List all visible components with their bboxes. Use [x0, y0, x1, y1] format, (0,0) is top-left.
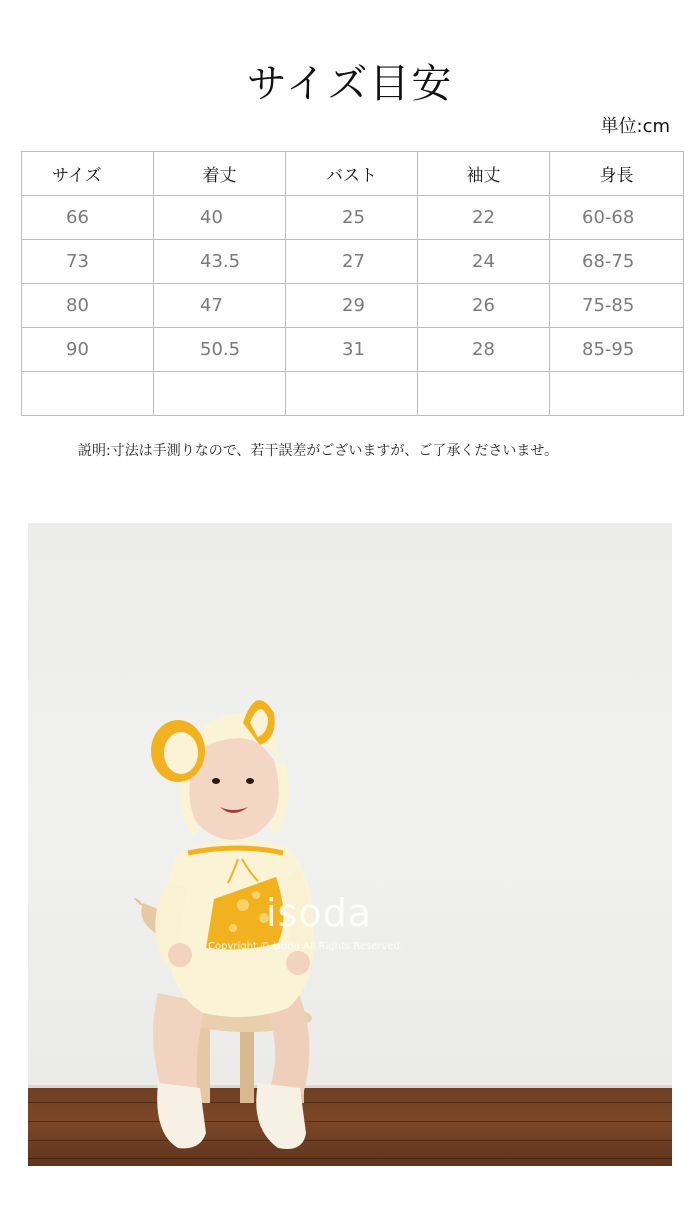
table-header-row [22, 152, 684, 196]
baby-illustration [28, 523, 672, 1166]
header-length: 着丈 [154, 152, 286, 196]
table-cell [22, 372, 154, 416]
table-cell: 26 [418, 284, 550, 328]
table-cell: 80 [22, 284, 154, 328]
table-cell: 31 [286, 328, 418, 372]
size-table [21, 151, 684, 416]
header-height: 身長 [550, 152, 684, 196]
table-cell: 22 [418, 196, 550, 240]
measurement-note: 説明:寸法は手測りなので、若干誤差がございますが、ご了承くださいませ。 [78, 443, 559, 459]
table-cell [550, 372, 684, 416]
page-title: サイズ目安 [246, 61, 454, 107]
table-cell: 60-68 [550, 196, 684, 240]
table-cell: 28 [418, 328, 550, 372]
header-bust: バスト [286, 152, 418, 196]
table-cell: 27 [286, 240, 418, 284]
table-cell: 24 [418, 240, 550, 284]
table-cell: 47 [154, 284, 286, 328]
header-sleeve: 袖丈 [418, 152, 550, 196]
table-row [22, 196, 684, 240]
table-cell: 90 [22, 328, 154, 372]
table-row [22, 240, 684, 284]
table-cell: 50.5 [154, 328, 286, 372]
unit-label: 単位:cm [600, 116, 670, 137]
table-cell [418, 372, 550, 416]
table-row-empty [22, 372, 684, 416]
table-cell [154, 372, 286, 416]
table-cell: 85-95 [550, 328, 684, 372]
copyright-text: Copyright © isoda All Rights Reserved. [208, 941, 403, 952]
table-cell: 75-85 [550, 284, 684, 328]
baby-hand-left [168, 943, 192, 967]
table-cell: 25 [286, 196, 418, 240]
header-size: サイズ [22, 152, 154, 196]
table-cell: 43.5 [154, 240, 286, 284]
table-cell: 40 [154, 196, 286, 240]
table-row [22, 328, 684, 372]
table-cell: 68-75 [550, 240, 684, 284]
table-cell [286, 372, 418, 416]
table-cell: 29 [286, 284, 418, 328]
table-cell: 66 [22, 196, 154, 240]
watermark: isoda [266, 891, 373, 935]
table-cell: 73 [22, 240, 154, 284]
baby-hand-right [286, 951, 310, 975]
table-row [22, 284, 684, 328]
product-photo [28, 523, 672, 1166]
